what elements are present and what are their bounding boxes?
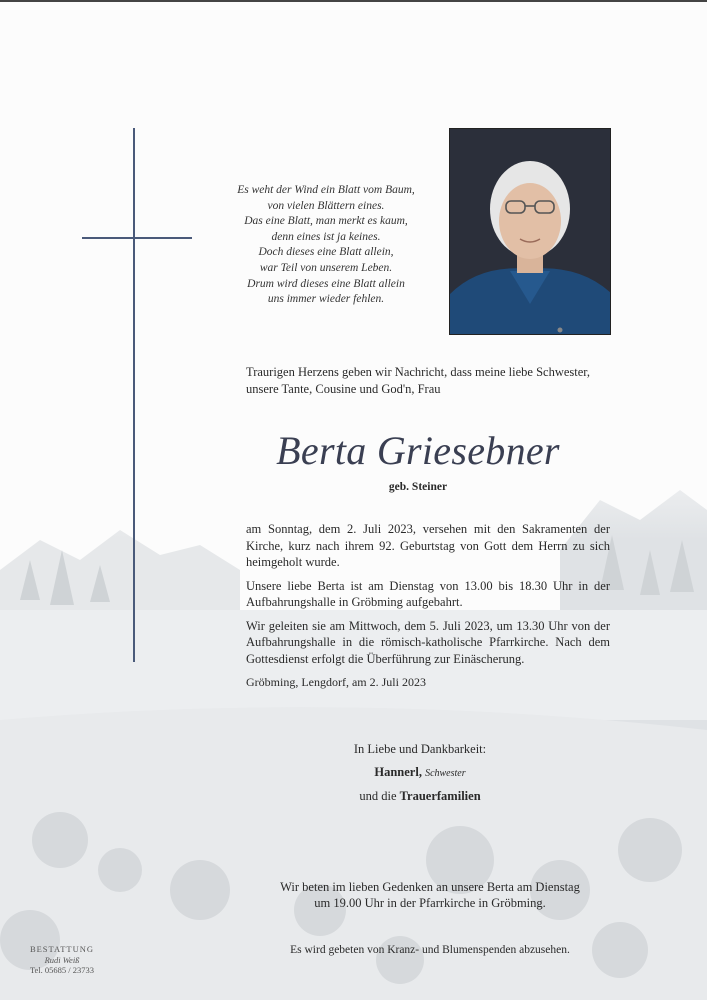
poem-line: denn eines ist ja keines. xyxy=(271,230,381,243)
mourner-relation: Schwester xyxy=(425,768,466,779)
poem-line: Das eine Blatt, man merkt es kaum, xyxy=(244,215,408,228)
prayer-notice xyxy=(240,879,620,911)
stamp-title: BESTATTUNG xyxy=(29,944,95,954)
announcement-intro xyxy=(246,364,626,398)
top-border xyxy=(0,0,707,2)
announcement-body xyxy=(246,521,610,691)
families-prefix: und die xyxy=(359,789,397,803)
mourner-name: Hannerl, xyxy=(374,765,422,779)
families-label: Trauerfamilien xyxy=(399,789,481,803)
poem-line: Drum wird dieses eine Blatt allein xyxy=(247,277,405,290)
prayer-line: Wir beten im lieben Gedenken an unsere Berta am Dienstag xyxy=(280,880,580,894)
paragraph-death: am Sonntag, dem 2. Juli 2023, versehen mit den Sakramenten der Kirche, kurz nach ihrem 92. Geburtstag von Gott dem Herrn zu sich heimgeholt wurde. xyxy=(246,522,610,569)
memorial-poem xyxy=(226,183,426,308)
intro-line: Traurigen Herzens geben wir Nachricht, dass meine liebe Schwester, xyxy=(246,365,591,379)
funeral-home-stamp xyxy=(18,944,106,976)
cross-horizontal-bar xyxy=(82,237,192,239)
poem-line: Doch dieses eine Blatt allein, xyxy=(258,246,394,259)
closing-gratitude: In Liebe und Dankbarkeit: xyxy=(353,742,487,756)
poem-line: uns immer wieder fehlen. xyxy=(267,293,385,306)
poem-line: war Teil von unserem Leben. xyxy=(259,261,393,274)
place-date: Gröbming, Lengdorf, am 2. Juli 2023 xyxy=(246,675,426,689)
stamp-phone: Tel. 05685 / 23733 xyxy=(29,965,95,975)
closing-block xyxy=(300,738,540,808)
portrait-photo xyxy=(449,128,611,335)
stamp-name: Rudi Weiß xyxy=(44,954,80,965)
closing-mourner xyxy=(300,761,540,785)
poem-line: Es weht der Wind ein Blatt vom Baum, xyxy=(237,184,415,196)
deceased-name: Berta Griesebner xyxy=(276,428,560,473)
intro-line: unsere Tante, Cousine und God'n, Frau xyxy=(246,382,441,396)
poem-line: von vielen Blättern eines. xyxy=(267,199,385,212)
prayer-line: um 19.00 Uhr in der Pfarrkirche in Gröbming. xyxy=(314,896,546,910)
paragraph-funeral: Wir geleiten sie am Mittwoch, dem 5. Juli 2023, um 13.30 Uhr von der Aufbahrungshalle in die römisch-katholische Pfarrkirche. Nach dem Gottesdienst erfolgt die Überführung zur Einäscherung. xyxy=(246,618,610,666)
donation-note: Es wird gebeten von Kranz- und Blumenspenden abzusehen. xyxy=(290,944,570,956)
paragraph-viewing: Unsere liebe Berta ist am Dienstag von 13.00 bis 18.30 Uhr in der Aufbahrungshalle in Gröbming aufgebahrt. xyxy=(246,578,610,609)
cross-vertical-bar xyxy=(133,128,135,662)
birth-name: geb. Steiner xyxy=(388,481,448,493)
closing-families xyxy=(300,785,540,808)
winter-landscape-background xyxy=(0,420,707,1000)
